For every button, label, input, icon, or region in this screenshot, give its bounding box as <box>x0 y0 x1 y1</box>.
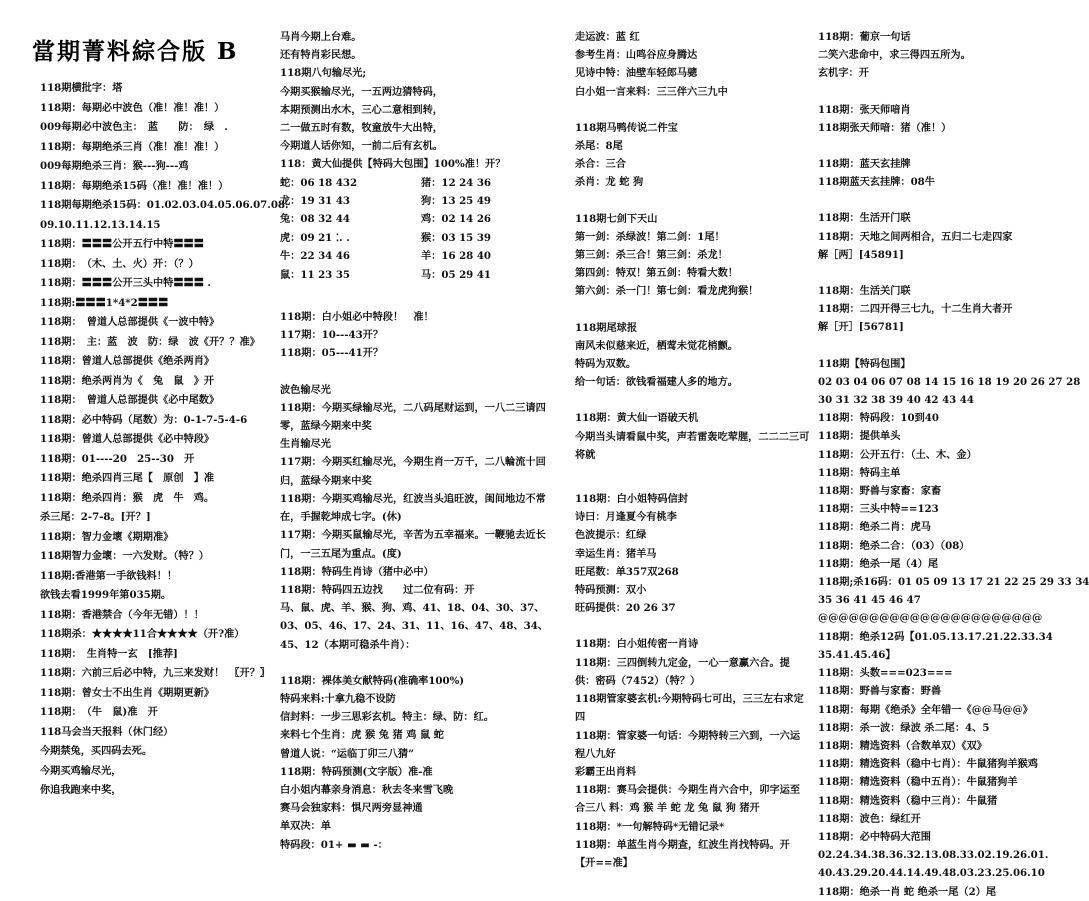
text-line: 118期：曾道人总部提供《必中特段》 <box>40 433 215 445</box>
text-line: 118期： （牛 鼠)准 开 <box>40 706 158 718</box>
text-line: 第一剑：杀绿波！第二剑：1尾！ <box>575 230 725 243</box>
text-line: 118期：特码四五边找 过二位有码：开 <box>280 583 475 596</box>
zodiac-numbers: 牛：22 34 46 <box>280 250 350 263</box>
text-line: 旺尾数：单357双268 <box>575 565 679 578</box>
text-line: 赛马会独家料：惧尺两旁显神通 <box>280 802 423 815</box>
text-line: 白小姐内幕亲身消息：秋去冬来雪飞晚 <box>280 783 454 796</box>
text-line: 118期：白小姐必中特段！ 准！ <box>280 311 434 324</box>
text-line: 118期：今期买鸡输尽光，红波当头追旺波，闺间地边不常在，手握乾坤成七字。(休) <box>280 492 546 524</box>
text-line: 单双决：单 <box>280 820 331 833</box>
text-line: 118期：必中特码（尾数）为：0-1-7-5-4-6 <box>40 413 248 426</box>
text-line: 118期：头数===023=== <box>818 667 953 680</box>
text-line: 118期：白小姐传密一肖诗 <box>575 638 699 651</box>
text-line: 117期：今期买鼠输尽光，辛苦为五幸福来。一鞭驰去近长门，一三五尾为重点。(度) <box>280 529 546 560</box>
text-line: 118期：提供单头 <box>818 430 901 443</box>
text-line: 118期;杀16码：01 05 09 13 17 21 22 25 29 33 34 <box>818 576 1089 589</box>
text-line: 来料七个生肖：虎 猴 兔 猪 鸡 鼠 蛇 <box>280 729 444 742</box>
text-line: 118期管家婆玄机:今期特码七可出，三三左右求定四 <box>575 693 804 724</box>
text-line: 杀合：三合 <box>575 158 626 171</box>
text-line: 118期：绝杀一肖 蛇 绝杀一尾（2）尾 <box>818 885 997 898</box>
poem-line: 二一做五时有数，牧童放牛大出特， <box>280 122 443 135</box>
poem-line: 今期道人话你知，一前二后有玄机。 <box>280 140 443 153</box>
zodiac-numbers: 猪：12 24 36 <box>421 176 491 189</box>
text-line: 118期：六前三后必中特，九三来发财！ 〖开？〗 <box>40 667 271 679</box>
text-line: 杀肖：龙 蛇 狗 <box>575 176 644 189</box>
text-line: 118期：绝杀二肖：虎马 <box>818 521 931 534</box>
text-line: 曾道人说：“运临丁卯三八猜” <box>280 747 414 760</box>
text-line: 马、鼠、虎、羊、猴、狗、鸡、41、18、04、30、37、03、05、46、17、24、31、11、16、47、48、34、45、12（本期可稳杀牛肖）： <box>280 602 549 651</box>
text-line: 118期横批字：塔 <box>40 82 123 94</box>
tail-ball-title: 118期尾球报 <box>575 321 638 334</box>
poem-line: 还有特肖彩民想。 <box>280 49 362 62</box>
text-line: 118期： 主：蓝 波 防：绿 波《开？？准》 <box>40 335 260 348</box>
zodiac-left-list <box>280 174 411 284</box>
text-line: 35 36 41 45 46 47 <box>818 594 921 607</box>
text-line: @@@@@@@@@@@@@@@@@@@@@@ <box>818 612 1043 625</box>
text-line: 二笑六悲命中，求三得四五所为。 <box>818 49 971 62</box>
treasure-section <box>575 137 810 192</box>
text-line: 118期：三头中特==123 <box>818 503 939 516</box>
envelope-title: 118期：白小姐特码信封 <box>575 493 688 506</box>
text-line: 117期：10---43开？ <box>280 329 384 342</box>
special-code-list <box>818 355 1089 901</box>
couplet-block <box>818 209 1080 264</box>
text-line: 给一句话：欲钱看福建人多的地方。 <box>575 376 738 389</box>
zodiac-numbers: 狗：13 25 49 <box>421 195 491 208</box>
couplet-block <box>818 28 1080 83</box>
text-line: 118期：单蓝生肖今期查，红波生肖找特码。开【开==准】 <box>575 838 790 869</box>
text-line: 118期智力金壞：一六发财。（特？） <box>40 550 209 562</box>
text-line: 118期：生活开门联 <box>818 212 911 225</box>
text-line: 参考生肖：山鸣谷应身腾达 <box>575 49 698 62</box>
zodiac-header: 118：黄大仙提供【特码大包围】100%准！开？ <box>280 158 506 171</box>
text-line: 幸运生肖：猪羊马 <box>575 547 657 560</box>
text-line: 118期：二四开得三七九，十二生肖大者开 <box>818 303 1013 316</box>
secret-poem-section <box>575 635 810 872</box>
text-line: 杀三尾：2-7-8。[开？] <box>40 511 151 523</box>
huang-da-xian-section <box>575 428 810 464</box>
text-line: 118期：每期必中波色（准！准！准！） <box>40 101 225 114</box>
text-line: 117期：今期买红输尽光，今期生肖一万千，二八輪流十回归，蓝绿今期来中奖 <box>280 456 546 487</box>
poem-line: 118期八句输尽光; <box>280 67 367 80</box>
text-line: 解［两］[45891] <box>818 248 904 261</box>
zodiac-numbers: 马：05 29 41 <box>421 268 491 281</box>
text-line: 波色输尽光 <box>280 383 331 396</box>
zodiac-numbers: 兔：08 32 44 <box>280 213 350 226</box>
page-title: 當期菁料綜合版 B <box>32 38 239 65</box>
text-line: 118期：特码段：10到40 <box>818 412 939 425</box>
text-line: 02 03 04 06 07 08 14 15 16 18 19 20 26 27 28 <box>818 375 1081 388</box>
text-line: 118期：精选资料（稳中五肖）：牛鼠猪狗羊 <box>818 776 1018 789</box>
text-line: 40.43.29.20.44.14.49.48.03.23.25.06.10 <box>818 867 1045 880</box>
text-line: 第四剑：特双！第五剑：特看大数！ <box>575 267 738 280</box>
text-line: 118期：野兽与家畜：家畜 <box>818 485 942 498</box>
text-line: 118期：野兽与家畜：野兽 <box>818 685 942 698</box>
text-line: 色波提示：红绿 <box>575 529 647 542</box>
text-line: 118期： 曾道人总部提供《必中尾数》 <box>40 394 220 406</box>
text-line: 118期：精选资料（稳中七肖）：牛鼠猪狗羊猴鸡 <box>818 758 1038 771</box>
text-line: 118期：必中特码大范围 <box>818 830 931 843</box>
text-line: 118期：曾道人总部提供《绝杀两肖》 <box>40 355 215 367</box>
text-line: 118期：波色：绿红开 <box>818 812 921 825</box>
text-line: 118期：杀一波：绿波 杀二尾：4、5 <box>818 721 990 734</box>
text-line: 生肖输尽光 <box>280 438 331 451</box>
envelope-section <box>575 508 810 617</box>
text-line: 玄机字：开 <box>818 67 869 80</box>
text-line: 118期：绝杀四肖：猴 虎 牛 鸡。 <box>40 491 215 504</box>
text-line: 118期：特码主单 <box>818 466 901 479</box>
text-line: 你追我跑来中奖， <box>40 784 122 796</box>
text-line: 南风未似慈来近，栖莺未觉花梢颤。 <box>575 339 738 352</box>
text-line: 118期：〓〓〓公开五行中特〓〓〓 <box>40 238 204 250</box>
lose-all-section <box>280 381 552 654</box>
tail-ball-section <box>575 337 810 392</box>
text-line: 118期：精选资料（稳中三肖）：牛鼠猪 <box>818 794 998 807</box>
text-line: 009每期绝杀三肖：猴---狗---鸡 <box>40 160 189 172</box>
text-line: 118期每期绝杀15码：01.02.03.04.05.06.07.08. <box>40 199 289 211</box>
zodiac-numbers: 鸡：02 14 26 <box>421 213 491 226</box>
text-line: 118期：香港禁合（今年无错）！！ <box>40 608 204 621</box>
text-line: 118期： （木、土、火）开：（？） <box>40 257 199 270</box>
column-4 <box>818 28 1089 901</box>
text-line: 118期蓝天玄挂牌：08牛 <box>818 176 935 189</box>
text-line: 118期：赛马会提供：今期生肖六合中，卯字运至合三八 料：鸡 猴 羊 蛇 龙 兔 鼠 狗 猪开 <box>575 784 801 815</box>
text-line: 杀尾：8尾 <box>575 140 623 153</box>
beauty-code-section <box>280 672 552 854</box>
text-line: 118期：天地之间两相合，五归二七走四家 <box>818 230 1013 243</box>
text-line: 特码为双数。 <box>575 358 637 371</box>
treasure-title: 118期马鸭传说二件宝 <box>575 121 678 134</box>
couplet-block <box>818 101 1080 137</box>
text-line: 118期：绝杀二合：（03）（08） <box>818 539 970 552</box>
text-line: 118期：绝杀一尾（4）尾 <box>818 557 939 570</box>
zodiac-right-list <box>421 174 552 284</box>
zodiac-number-grid <box>280 174 552 284</box>
poem-intro <box>280 28 552 155</box>
text-line: 118期：今期买绿输尽光，二八码尾财运到，一八二三请四零，蓝绿今期来中奖 <box>280 401 546 433</box>
zodiac-numbers: 鼠：11 23 35 <box>280 268 350 281</box>
text-line: 118期:〓〓〓1*4*2〓〓〓 <box>40 296 169 309</box>
text-line: 彩霸王出肖料 <box>575 765 637 778</box>
text-line: 118期【特码包围】 <box>818 357 911 370</box>
text-line: 118期：每期《绝杀》全年错一《@@马@@》 <box>818 703 1033 716</box>
seven-swords-section <box>575 228 810 301</box>
zodiac-numbers: 龙：19 31 43 <box>280 195 350 208</box>
text-line: 118期：生活关门联 <box>818 285 911 298</box>
poem-line: 本期预测出水木，三心二意相到转， <box>280 103 443 116</box>
couplet-blocks <box>818 28 1080 355</box>
text-line: 118期：〓〓〓公开三头中特〓〓〓 . <box>40 277 211 289</box>
text-line: 118期:香港第一手欲钱料！！ <box>40 569 178 582</box>
text-line: 第六剑：杀一门！第七剑：看龙虎狗猴！ <box>575 285 759 298</box>
text-line: 30 31 32 38 39 40 42 43 44 <box>818 394 974 407</box>
text-line: 118期：三四倒转九定金，一心一意赢六合。提供：密码（7452）（特？） <box>575 656 790 687</box>
text-line: 009每期必中波色主： 蓝 防： 绿 . <box>40 121 228 133</box>
text-line: 118期：精选资料（合数单双）《双》 <box>818 739 987 752</box>
couplet-block <box>818 155 1080 191</box>
text-line: 02.24.34.38.36.32.13.08.33.02.19.26.01. <box>818 849 1049 862</box>
zodiac-numbers: 蛇：06 18 432 <box>280 176 358 189</box>
text-line: 118马会当天报料（休门经） <box>40 725 174 738</box>
text-line: 解［开］[56781] <box>818 321 904 334</box>
text-line: 今期买鸡输尽光， <box>40 764 122 777</box>
text-line: 118期：每期绝杀15码（准！准！准！） <box>40 179 229 192</box>
column-3 <box>575 28 810 872</box>
text-line: 欲钱去看1999年第035期。 <box>40 589 172 601</box>
column-1 <box>32 38 289 801</box>
poem-line: 今期买猴输尽光，一五两边猜特码， <box>280 85 443 98</box>
text-line: 特码预测：双小 <box>575 584 647 597</box>
text-line: 诗曰：月逢夏今有桃李 <box>575 511 677 524</box>
text-line: 118期：蓝天玄挂牌 <box>818 158 911 171</box>
column-1-lines <box>40 79 289 801</box>
text-line: 118期：特码生肖诗（猪中必中） <box>280 565 434 578</box>
text-line: 118期杀：★★★★11合★★★★（开?准） <box>40 628 245 640</box>
swords-title: 118期七剑下天山 <box>575 212 658 225</box>
huang-da-xian-title: 118期：黄大仙一语破天机 <box>575 412 699 425</box>
text-line: 118期： 生肖特一玄 [推荐] <box>40 647 178 660</box>
couplet-block <box>818 282 1080 337</box>
text-line: 118期：智力金壞《期期准》 <box>40 530 174 543</box>
zodiac-numbers: 虎：09 21 ⁚. . <box>280 231 350 244</box>
text-line: 118期：绝杀12码【01.05.13.17.21.22.33.34 <box>818 630 1053 643</box>
text-line: 118期：每期绝杀三肖（准！准！准！） <box>40 140 225 153</box>
text-line: 35.41.45.46】 <box>818 648 896 661</box>
text-line: 特码段：01+ ▬ ▬ -： <box>280 838 388 851</box>
text-line: 118期：绝杀四肖三尾【 原创 】准 <box>40 472 215 484</box>
text-line: 118期：公开五行：（土、木、金） <box>818 448 977 461</box>
text-line: 特码来料:十拿九稳不设防 <box>280 692 396 705</box>
lucky-wave-section <box>575 28 810 101</box>
column-2 <box>280 28 552 854</box>
text-line: 白小姐一言来料：三三伴六三九中 <box>575 85 728 98</box>
text-line: 旺码提供：20 26 37 <box>575 602 676 615</box>
zodiac-numbers: 猴：03 15 39 <box>421 231 491 244</box>
text-line: 118期张天师喑：猪（准！） <box>818 121 952 134</box>
text-line: 118期：特码预测(文字版）准-准 <box>280 765 433 778</box>
text-line: 09.10.11.12.13.14.15 <box>40 218 161 231</box>
text-line: 118期：管家婆一句话：今期特转三六到，一六运程八九好 <box>575 729 801 760</box>
text-line: 第三剑：杀三合！第三剑：杀龙！ <box>575 249 728 262</box>
text-line: 今期当头请看鼠中奖，声若雷轰吃荤腥，二二二三可将就 <box>575 430 810 461</box>
text-line: 118期：05---41开？ <box>280 347 384 360</box>
special-segment-section <box>280 308 552 363</box>
text-line: 118期： 曾道人总部提供《一波中特》 <box>40 316 220 328</box>
text-line: 118期：曾女士不出生肖《期期更新》 <box>40 686 215 699</box>
text-line: 信封料：一步三思彩玄机。特主：绿、防：红。 <box>280 711 494 724</box>
text-line: 118期：01----20 25--30 开 <box>40 452 195 465</box>
text-line: 118期：张天师喑肖 <box>818 103 911 116</box>
text-line: 见诗中特：油壁车轻郎马骢 <box>575 67 698 80</box>
text-line: 走运波：蓝 红 <box>575 31 640 43</box>
text-line: 118期：绝杀两肖为《 兔 鼠 》开 <box>40 374 215 387</box>
text-line: 118期：裸体美女献特码(准确率100%) <box>280 674 465 687</box>
text-line: 118期：葡京一句话 <box>818 31 911 43</box>
text-line: 118期：*一句解特码*无错记录* <box>575 820 725 833</box>
zodiac-numbers: 羊：16 28 40 <box>421 250 491 263</box>
poem-line: 马肖今期上台难。 <box>280 31 362 43</box>
text-line: 今期禁兔，买四码去死。 <box>40 745 153 757</box>
